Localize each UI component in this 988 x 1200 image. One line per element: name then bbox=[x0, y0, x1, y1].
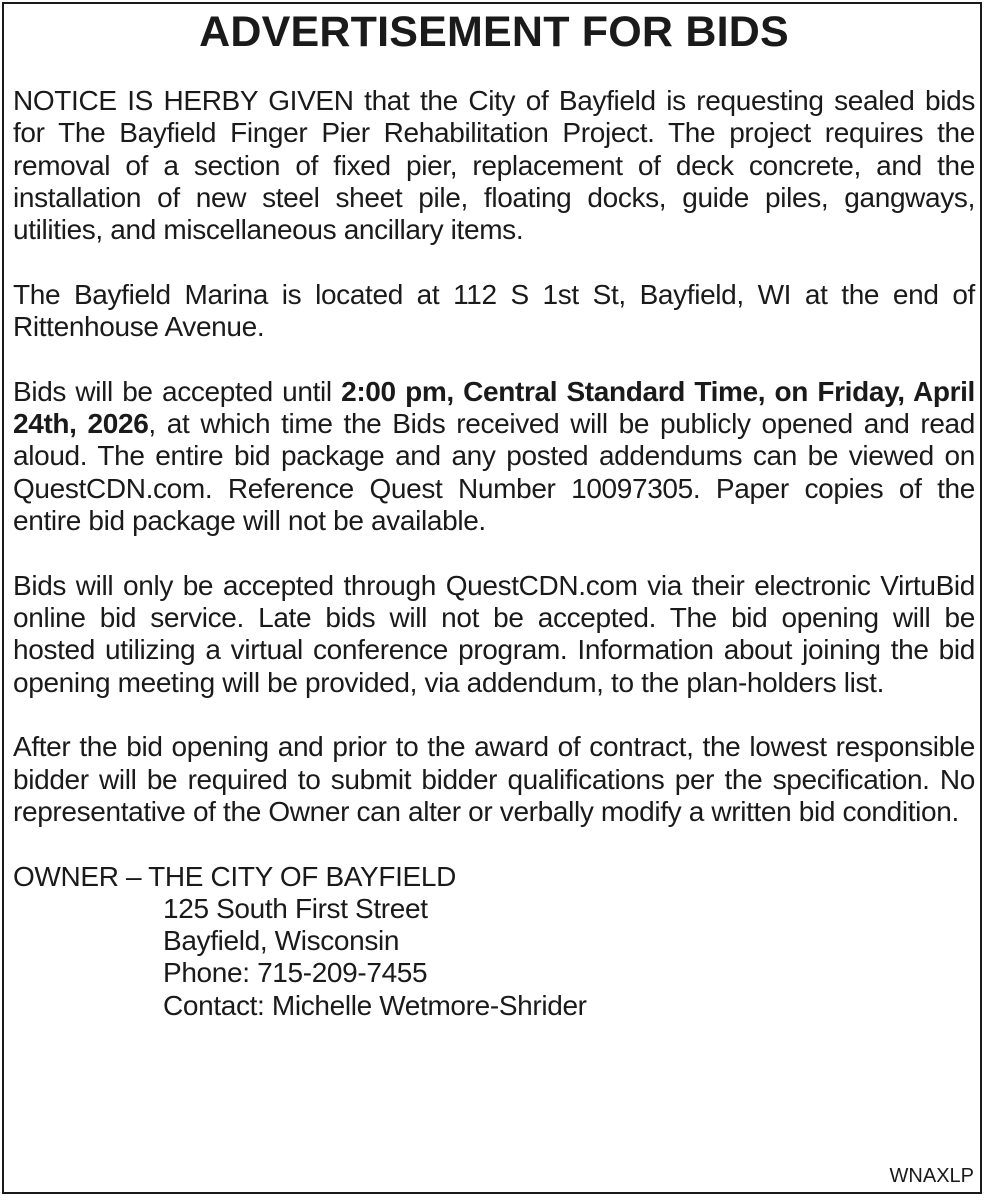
notice-paragraph: NOTICE IS HERBY GIVEN that the City of Bayfield is requesting sealed bids for The Bayfield Finger Pier Rehabilitation Project. The project requires the removal of a section of fixed pier, replacement of deck concrete, and the installation of new steel sheet pile, floating docks, guide piles, gangways, utilities, and miscellaneous ancillary items. bbox=[13, 85, 975, 246]
publication-code: WNAXLP bbox=[889, 1165, 974, 1187]
owner-street: 125 South First Street bbox=[163, 892, 428, 924]
deadline-intro: Bids will be accepted until bbox=[13, 375, 342, 407]
ad-title: ADVERTISEMENT FOR BIDS bbox=[199, 8, 789, 56]
location-paragraph: The Bayfield Marina is located at 112 S 1st St, Bayfield, WI at the end of Rittenhouse Avenue. bbox=[13, 278, 975, 343]
owner-block bbox=[13, 861, 975, 1022]
ad-body bbox=[13, 85, 975, 1022]
owner-contact: Contact: Michelle Wetmore-Shrider bbox=[163, 989, 587, 1021]
owner-phone: Phone: 715-209-7455 bbox=[163, 957, 428, 989]
deadline-details: , at which time the Bids received will be publicly opened and read aloud. The entire bid package and any posted addendums can be viewed on QuestCDN.com. Reference Quest Number 10097305. Paper copies of the entire bid package will not be available. bbox=[13, 408, 975, 537]
deadline-datetime: 2:00 pm, Central Standard Time, on Friday, April 24th, 2026 bbox=[13, 375, 975, 440]
qualifications-paragraph: After the bid opening and prior to the award of contract, the lowest responsible bidder will be required to submit bidder qualifications per the specification. No representative of the Owner can alter or verbally modify a written bid condition. bbox=[13, 731, 975, 827]
submission-paragraph: Bids will only be accepted through QuestCDN.com via their electronic VirtuBid online bid service. Late bids will not be accepted. The bid opening will be hosted utilizing a virtual conference program. Information about joining the bid opening meeting will be provided, via addendum, to the plan-holders list. bbox=[13, 569, 975, 698]
deadline-paragraph bbox=[13, 376, 975, 537]
owner-city: Bayfield, Wisconsin bbox=[163, 925, 400, 957]
owner-heading: OWNER – THE CITY OF BAYFIELD bbox=[13, 860, 456, 892]
